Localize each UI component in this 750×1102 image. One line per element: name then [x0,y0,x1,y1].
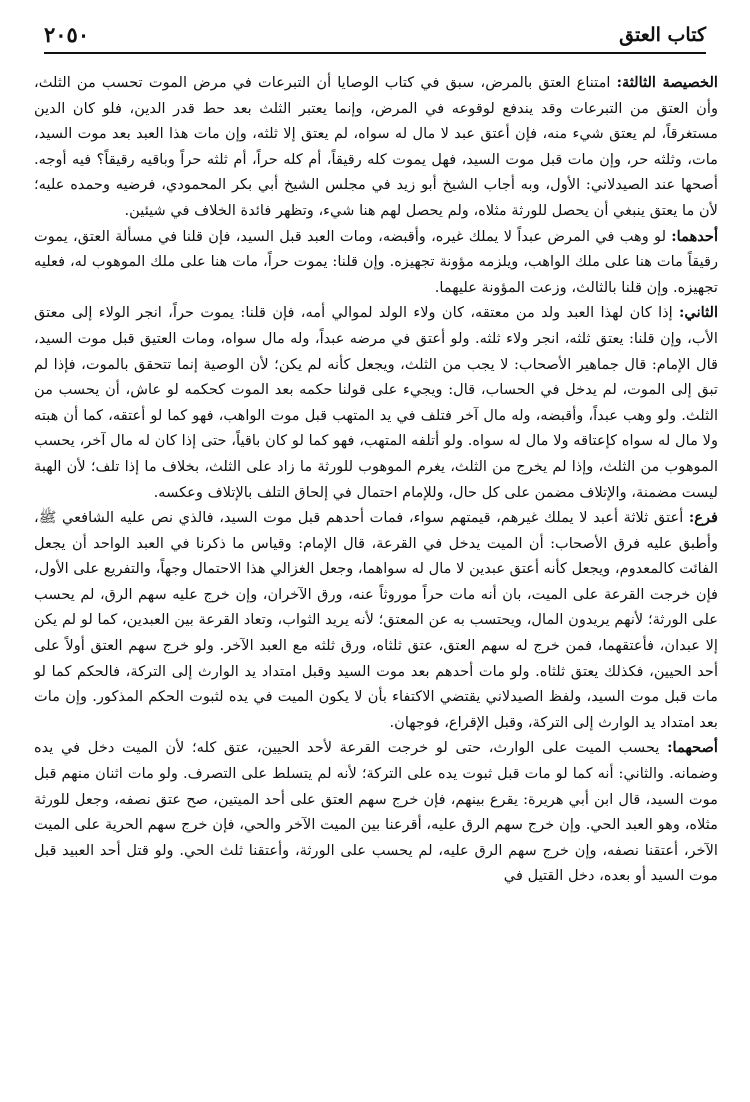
body-text [34,70,718,889]
paragraph-heading: الخصيصة الثالثة: [616,74,718,91]
running-header-title: كتاب العتق [619,24,706,46]
paragraph-most-correct [34,735,718,889]
paragraph-text: لو وهب في المرض عبداً لا يملك غيره، وأقبضه، ومات العبد قبل السيد، فإن قلنا في مسألة العتق، يموت رقيقاً مات هنا على ملك الواهب، ويلزمه مؤونة تجهيزه. وإن قلنا: يموت حراً، مات هنا على ملك الموهوب له، فعليه تجهيزه. وإن قلنا بالثالث، وزعت المؤونة عليهما. [34,227,718,296]
paragraph-heading: فرع: [688,509,718,527]
page-header [44,18,706,54]
paragraph-heading: أصحهما: [667,739,718,757]
paragraph-heading: الثاني: [679,304,718,322]
paragraph-text: إذا كان لهذا العبد ولد من معتقه، كان ولاء الولد لموالي أمه، فإن قلنا: يموت حراً، انجر الولاء إلى معتق الأب، وإن قلنا: يعتق ثلثه، انجر ولاء ثلثه. ولو أعتق في مرضه عبداً، وله مال سواه، ومات العتيق قبل موت السيد، قال الإمام: قال جماهير الأصحاب: لا يجب من الثلث، ويجعل كأنه لم يكن؛ لأن الوصية إنما تتحقق بالموت، فإذا لم تبق إلى الموت، لم يدخل في الحساب، قال: ويجيء على قولنا حكمه بعد الموت كحكمه لو عاش، أن يحسب من الثلث. ولو وهب عبداً، وأقبضه، وله مال آخر فتلف في يد المتهب قبل موت الواهب، فهو كما لو أعتقه، كما أن هبته ولا مال له سواه كإعتاقه ولا مال له سواه. ولو أتلفه المتهب، فهو كما لو كان باقياً، حتى إذا كان له مال آخر، يحسب الموهوب من الثلث، وإذا لم يخرج من الثلث، يغرم الموهوب للورثة ما زاد على الثلث، بخلاف ما إذا تلف؛ لأن الهبة ليست مضمنة، والإتلاف مضمن على كل حال، وللإمام احتمال في إلحاق التلف بالإتلاف وعكسه. [34,304,718,501]
paragraph-first-consequence [34,224,718,301]
paragraph-second-consequence [34,300,718,505]
paragraph-branch [34,505,718,735]
paragraph-text: امتناع العتق بالمرض، سبق في كتاب الوصايا أن التبرعات في مرض الموت تحسب من الثلث، وأن العتق من التبرعات وقد يندفع لوقوعه في المرض، وإنما يعتبر الثلث بعد حط قدر الدين، فلو كان الدين مستغرقاً، لم يعتق شيء منه، فإن أعتق عبد لا مال له سواه، لم يعتق إلا ثلثه، وإن مات هذا العبد بعد موت السيد، مات، وثلثه حر، وإن مات قبل موت السيد، فهل يموت كله رقيقاً، أم كله حراً، أم ثلثه حراً وباقيه رقيقاً؟ فيه أوجه. أصحها عند الصيدلاني: الأول، وبه أجاب الشيخ أبو زيد في مجلس الشيخ أبي بكر المحمودي، فرضيه وحمده عليه؛ لأن ما يعتق ينبغي أن يحصل للورثة مثلاه، ولم يحصل لهم هنا شيء، وتظهر فائدة الخلاف في شيئين. [34,74,718,219]
page-number: ٢٠٥٠ [44,22,90,47]
paragraph-third-feature [34,70,718,224]
paragraph-heading: أحدهما: [671,227,718,245]
paragraph-text: يحسب الميت على الوارث، حتى لو خرجت القرعة لأحد الحيين، عتق كله؛ لأن الميت دخل في يده وضمانه. والثاني: أنه كما لو مات قبل ثبوت يده على التركة؛ لأنه لم يتسلط على التصرف. ولو مات اثنان منهم قبل موت السيد، قال ابن أبي هريرة: يقرع بينهم، فإن خرج سهم العتق على أحد الميتين، صح عتق نصفه، وجعل للورثة مثلاه، وهو العبد الحي. وإن خرج سهم الرق عليه، أقرعنا بين الميت الآخر والحي، فإن خرج سهم الحرية على الميت الآخر، أعتقنا نصفه، وإن خرج سهم الرق عليه، لم يحسب على الورثة، وأعتقنا ثلث الحي. ولو قتل أحد العبيد قبل موت السيد أو بعده، دخل القتيل في [34,739,718,885]
paragraph-text: أعتق ثلاثة أعبد لا يملك غيرهم، قيمتهم سواء، فمات أحدهم قبل موت السيد، فالذي نص عليه الشافعي ﷺ، وأطبق عليه فرق الأصحاب: أن الميت يدخل في القرعة، قال الإمام: وقياس ما ذكرنا في العبد الواحد أن يجعل الفائت كالمعدوم، ويجعل كأنه أعتق عبدين لا مال له سواهما، وجعل الغزالي هذا الاحتمال وجهاً، والتفريع على الأول، فإن خرجت القرعة على الميت، بان أنه مات حراً موروثاً عنه، ورق الآخران، وإن خرج عليه سهم الرق، لم يحسب على الورثة؛ لأنهم يريدون المال، ويحتسب به عن المعتق؛ لأنه يريد الثواب، وتعاد القرعة بين العبدين، كما لو لم يكن إلا عبدان، فأعتقهما، فمن خرج له سهم العتق، عتق ثلثاه، ورق ثلثه مع العبد الآخر. ولو خرج سهم العتق أولاً على أحد الحيين، فكذلك يعتق ثلثاه. ولو مات أحدهم بعد موت السيد وقبل امتداد يد الوارث إلى التركة، فالحكم كما لو مات قبل موت السيد، ولفظ الصيدلاني يقتضي الاكتفاء بأن لا يكون الميت في يده لثبوت الحكم المذكور. وإن مات بعد امتداد يد الوارث إلى التركة، وقبل الإقراع، فوجهان. [34,509,718,731]
